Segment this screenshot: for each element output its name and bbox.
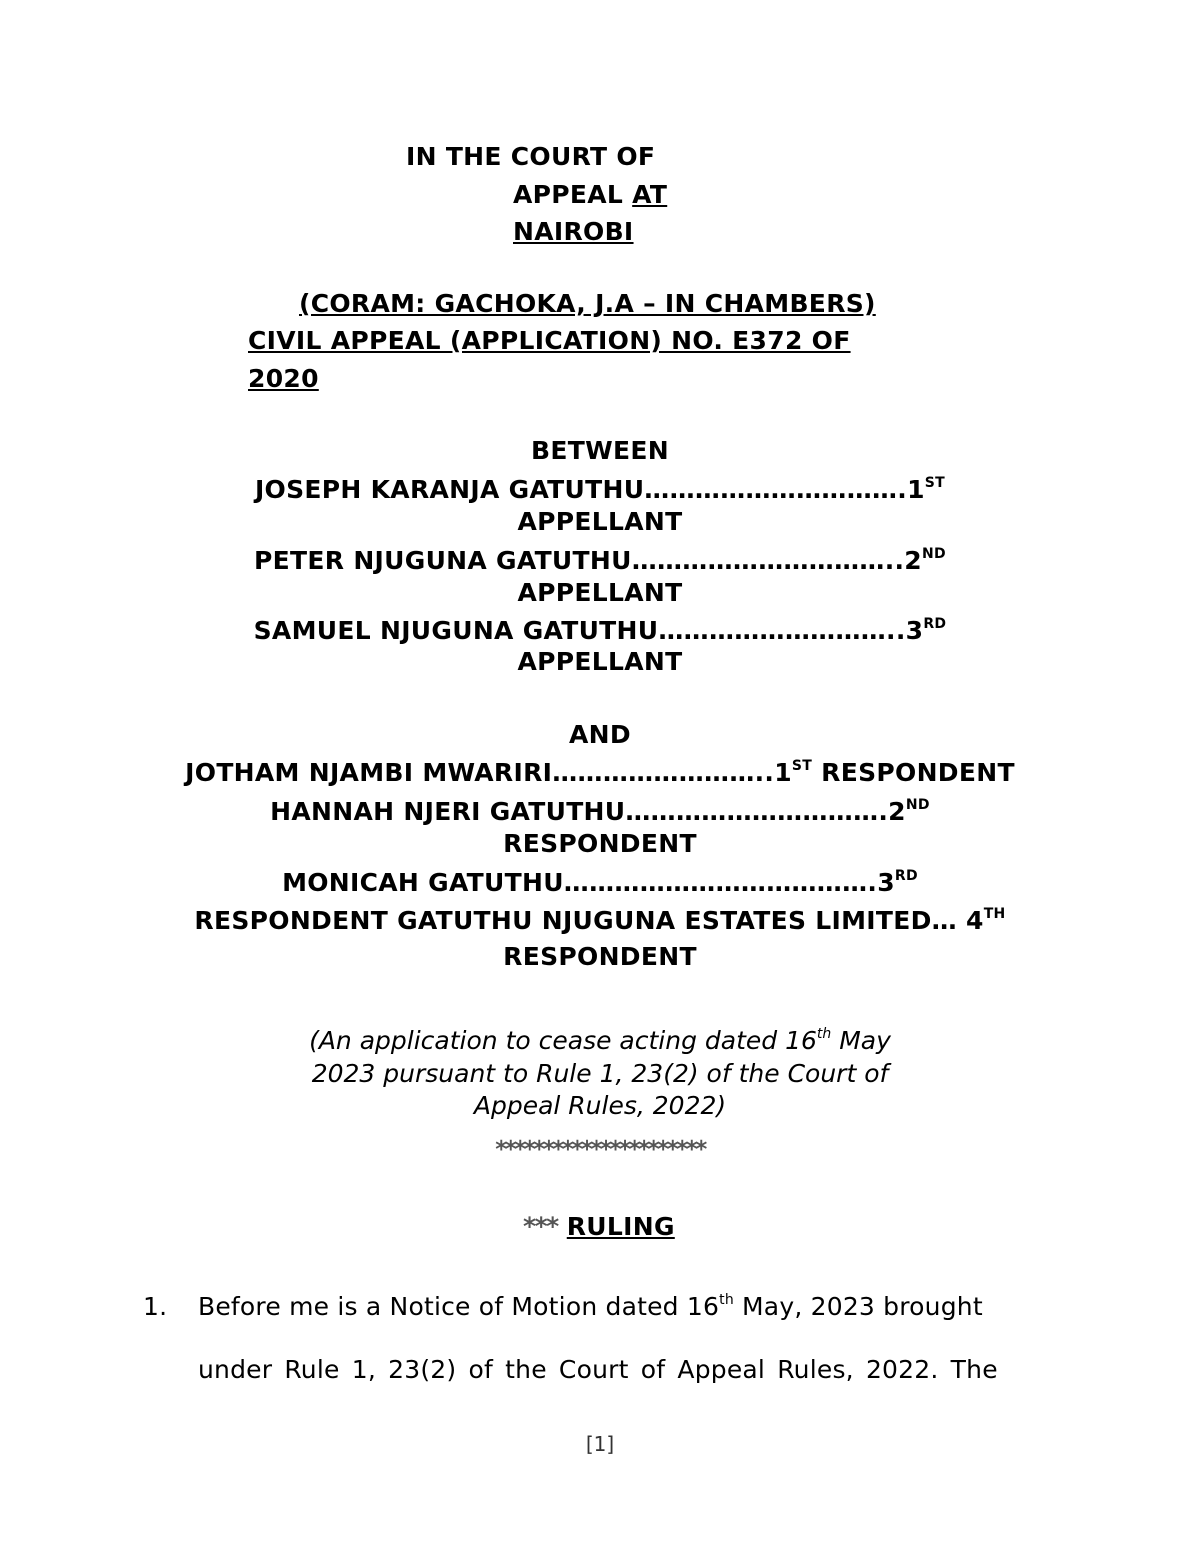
appellant-3-name-line: [0, 616, 1200, 646]
respondent-2-role: RESPONDENT: [503, 829, 697, 858]
separator-stars: **********************: [495, 1137, 705, 1163]
paragraph-1-line1-a: Before me is a Notice of Motion dated 16: [198, 1292, 720, 1321]
appellant-2-name-line: [0, 546, 1200, 576]
respondent-2-ordinal: ND: [905, 796, 930, 813]
court-title-text-2b: AT: [632, 180, 668, 209]
appellant-1-role: APPELLANT: [517, 507, 683, 536]
court-title-line1: [406, 142, 655, 172]
respondent-4-role: RESPONDENT: [503, 942, 697, 971]
application-line1-b: May: [831, 1026, 891, 1055]
case-number-line1: CIVIL APPEAL (APPLICATION) NO. E372 OF: [248, 326, 851, 355]
appellant-3-role: APPELLANT: [517, 647, 683, 676]
appellant-1-name: JOSEPH KARANJA GATUTHU………………………….1: [254, 475, 925, 504]
appellant-3-ordinal: RD: [923, 615, 947, 632]
respondent-4-ordinal: TH: [983, 905, 1006, 922]
paragraph-1-line1-b: May, 2023 brought: [733, 1292, 983, 1321]
appellant-1-name-line: [0, 475, 1200, 505]
appellant-2-name: PETER NJUGUNA GATUTHU…………………………..2: [254, 546, 922, 575]
respondent-3-name-line: [0, 868, 1200, 898]
page-number: [1]: [585, 1432, 615, 1456]
respondent-4-name-line: [0, 906, 1200, 936]
appellant-1-ordinal: ST: [924, 474, 946, 491]
respondent-3-name: MONICAH GATUTHU……………………………….3: [282, 868, 895, 897]
between-heading: BETWEEN: [531, 436, 669, 465]
and-heading: AND: [569, 720, 631, 749]
case-number-line2: 2020: [248, 364, 319, 393]
respondent-1-ordinal: ST: [791, 757, 813, 774]
coram-line: (CORAM: GACHOKA, J.A – IN CHAMBERS): [299, 289, 876, 318]
paragraph-1-line1-sup: th: [719, 1291, 734, 1308]
appellant-2-role: APPELLANT: [517, 578, 683, 607]
ruling-stars: ***: [523, 1212, 558, 1241]
court-title-line2: [513, 180, 667, 210]
court-title-text-1: IN THE COURT OF: [406, 142, 656, 171]
respondent-1-name: JOTHAM NJAMBI MWARIRI……………………..1: [185, 758, 792, 787]
respondent-2-name-line: [0, 797, 1200, 827]
application-line3: Appeal Rules, 2022): [473, 1091, 727, 1120]
respondent-3-ordinal: RD: [894, 867, 918, 884]
paragraph-1-line1: [198, 1292, 983, 1322]
respondent-1-line: [0, 758, 1200, 788]
court-title-line3: NAIROBI: [513, 217, 634, 246]
respondent-2-name: HANNAH NJERI GATUTHU………………………….2: [270, 797, 906, 826]
appellant-2-ordinal: ND: [922, 545, 946, 562]
application-line1-sup: th: [816, 1025, 832, 1042]
respondent-4-name: RESPONDENT GATUTHU NJUGUNA ESTATES LIMITED… 4: [194, 906, 984, 935]
appellant-3-name: SAMUEL NJUGUNA GATUTHU………………………..3: [253, 616, 924, 645]
court-title-text-2a: APPEAL: [513, 180, 633, 209]
application-line1: [0, 1024, 1200, 1057]
application-line1-a: (An application to cease acting dated 16: [309, 1026, 817, 1055]
paragraph-1-number: 1.: [143, 1292, 168, 1321]
ruling-title: RULING: [566, 1212, 675, 1241]
paragraph-1-line2: under Rule 1, 23(2) of the Court of Appeal Rules, 2022. The: [198, 1355, 998, 1384]
ruling-heading: [523, 1212, 675, 1242]
application-line2: 2023 pursuant to Rule 1, 23(2) of the Court of: [311, 1059, 889, 1088]
respondent-1-role: RESPONDENT: [812, 758, 1015, 787]
